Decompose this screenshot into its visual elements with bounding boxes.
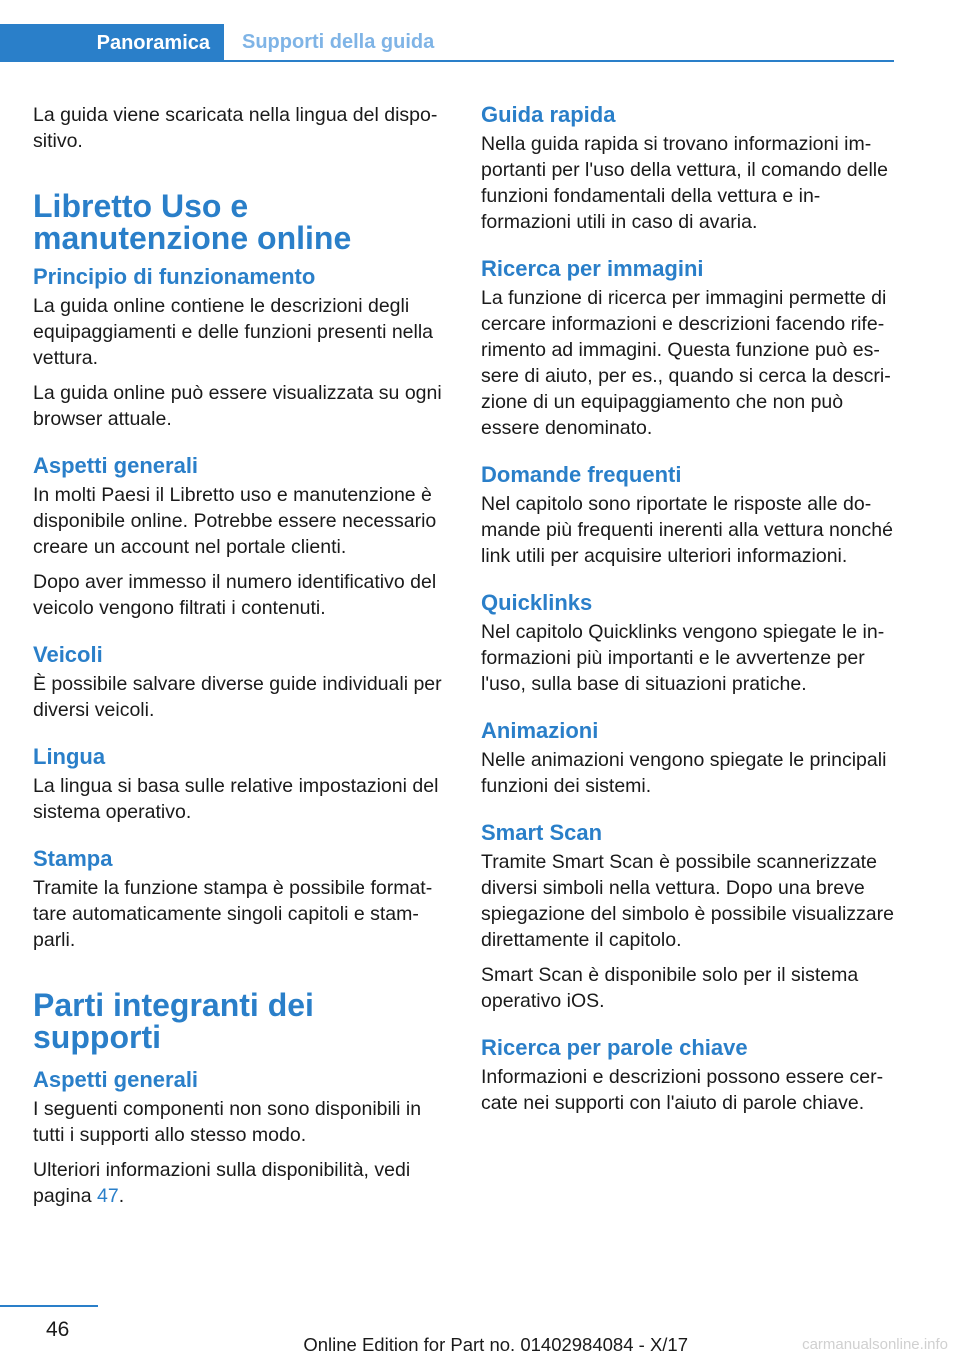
aspetti2-paragraph-1: I seguenti componenti non sono disponibili in tutti i supporti allo stesso modo. xyxy=(33,1098,422,1146)
page-47-link[interactable]: 47 xyxy=(96,1185,119,1207)
heading-ricerca-immagini: Ricerca per immagini xyxy=(481,256,704,281)
heading-guida-rapida: Guida rapida xyxy=(481,102,616,127)
heading-parti-integranti: Parti integranti dei supporti xyxy=(33,987,314,1055)
heading-aspetti-generali-2: Aspetti generali xyxy=(33,1067,199,1092)
tab-supporti-della-guida[interactable]: Supporti della guida xyxy=(242,30,435,53)
heading-quicklinks: Quicklinks xyxy=(481,590,593,615)
principio-paragraph-2: La guida online può essere visualizzata su ogni browser attuale. xyxy=(33,382,442,430)
parole-paragraph: Informazioni e descrizioni possono essere cercate nei supporti con l'aiuto di parole chiave. xyxy=(481,1066,884,1114)
principio-paragraph-1: La guida online contiene le descrizioni degli equipaggiamenti e delle funzioni presenti nella vettura. xyxy=(33,295,434,369)
watermark: carmanualsonline.info xyxy=(802,1336,948,1353)
heading-veicoli: Veicoli xyxy=(33,642,103,667)
smart-paragraph-1: Tramite Smart Scan è possibile scannerizzate diversi simboli nella vettura. Dopo una breve spiegazione del simbolo è possibile visualizzare direttamente il capitolo. xyxy=(481,851,894,951)
right-column xyxy=(481,102,897,1125)
footer-divider xyxy=(0,1305,98,1307)
heading-parole-chiave: Ricerca per parole chiave xyxy=(481,1035,748,1060)
anim-paragraph: Nelle animazioni vengono spiegate le principali funzioni dei sistemi. xyxy=(481,749,887,797)
heading-stampa: Stampa xyxy=(33,846,113,871)
smart-paragraph-2: Smart Scan è disponibile solo per il sistema operativo iOS. xyxy=(481,964,859,1012)
left-column xyxy=(33,102,449,1218)
edition-label: Online Edition for Part no. 01402984084 - X/17 xyxy=(303,1334,688,1355)
aspetti-paragraph-1: In molti Paesi il Libretto uso e manutenzione è disponibile online. Potrebbe essere necessario creare un account nel portale clienti. xyxy=(33,484,437,558)
domande-paragraph: Nel capitolo sono riportate le risposte alle domande più frequenti inerenti alla vettura nonché link utili per acquisire ulteriori informazioni. xyxy=(481,493,893,567)
heading-lingua: Lingua xyxy=(33,744,106,769)
page-header xyxy=(0,24,894,62)
aspetti2-end: . xyxy=(118,1185,125,1207)
tab-panoramica[interactable]: Panoramica xyxy=(0,24,224,62)
page-number: 46 xyxy=(46,1318,70,1341)
ricerca-paragraph: La funzione di ricerca per immagini permette di cercare informazioni e descrizioni facendo riferimento ad immagini. Questa funzione può essere di aiuto, per es., quando si cerca la descrizione di un equipaggiamento che non può essere denominato. xyxy=(481,287,891,439)
aspetti2-text: Ulteriori informazioni sulla disponibilità, vedi pagina xyxy=(33,1159,411,1207)
heading-principio: Principio di funzionamento xyxy=(33,264,316,289)
heading-aspetti-generali: Aspetti generali xyxy=(33,453,199,478)
veicoli-paragraph: È possibile salvare diverse guide individuali per diversi veicoli. xyxy=(33,673,442,721)
heading-domande-frequenti: Domande frequenti xyxy=(481,462,682,487)
lingua-paragraph: La lingua si basa sulle relative impostazioni del sistema operativo. xyxy=(33,775,439,823)
heading-smart-scan: Smart Scan xyxy=(481,820,603,845)
heading-libretto-online: Libretto Uso e manutenzione online xyxy=(33,188,352,256)
header-divider xyxy=(0,60,894,62)
quick-paragraph: Nel capitolo Quicklinks vengono spiegate le informazioni più importanti e le avvertenze per l'uso, sulla base di situazioni pratiche. xyxy=(481,621,885,695)
intro-paragraph: La guida viene scaricata nella lingua del dispositivo. xyxy=(33,104,438,152)
aspetti-paragraph-2: Dopo aver immesso il numero identificativo del veicolo vengono filtrati i contenuti. xyxy=(33,571,437,619)
aspetti2-paragraph-2 xyxy=(33,1157,449,1209)
heading-animazioni: Animazioni xyxy=(481,718,599,743)
stampa-paragraph: Tramite la funzione stampa è possibile formattare automaticamente singoli capitoli e stamparli. xyxy=(33,877,433,951)
guida-paragraph: Nella guida rapida si trovano informazioni importanti per l'uso della vettura, il comando delle funzioni fondamentali della vettura e informazioni utili in caso di avaria. xyxy=(481,133,888,233)
